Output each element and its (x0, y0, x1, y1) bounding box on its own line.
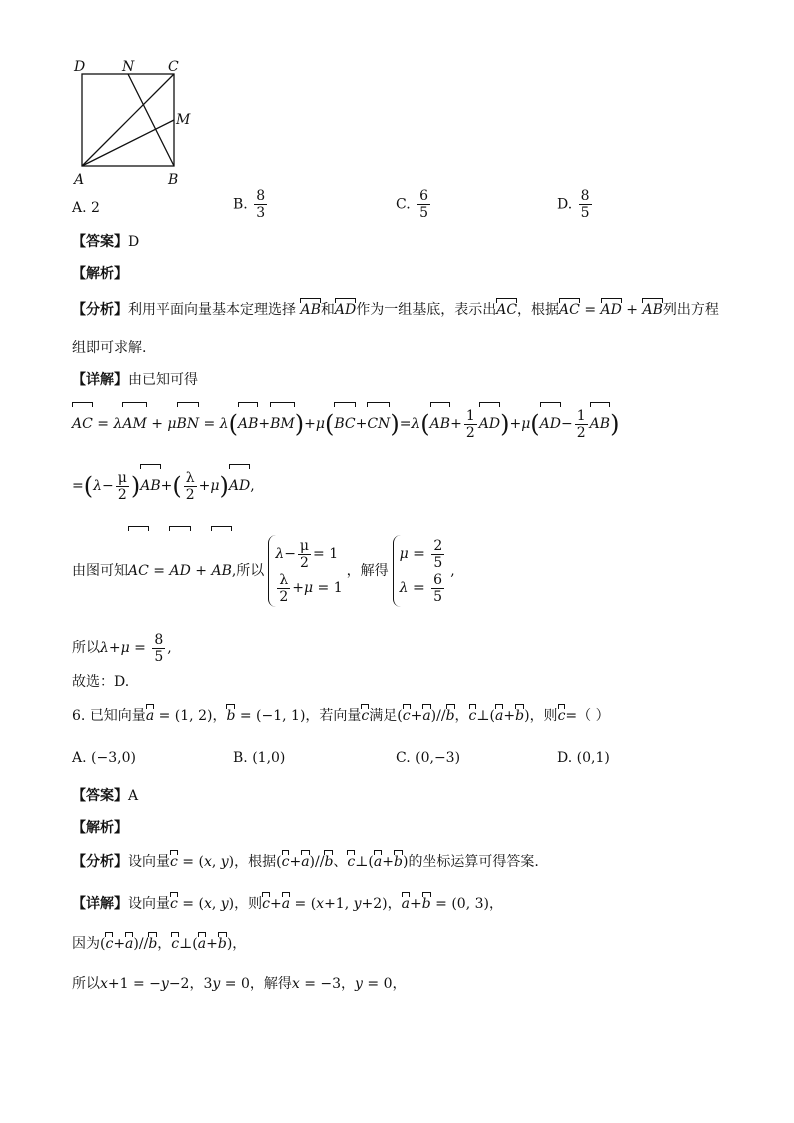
q5-analysis-heading: 【解析】 (72, 266, 128, 282)
label-c: C (168, 60, 179, 75)
q5-system: 由图可知AC = AD + AB,所以 λ− $\frac{\mu}{2}$ = 1 $\frac{\lambda}{2}$ +μ = 1 ，解得 μ = $\frac{2}{5}$ λ = $\frac{6}{5}$ , (72, 528, 455, 614)
q5-equation-1: AC = λAM + μBN = λ(AB+BM)+μ(BC+CN)=λ(AB+ $\frac{1}{2}$ AD)+μ(AD− $\frac{1}{2}$ AB) (72, 404, 619, 444)
q6-suoyi: 所以x+1 = −y−2，3y = 0，解得x = −3，y = 0， (72, 976, 407, 992)
q6-option-b: B. (1,0) (233, 750, 286, 766)
q5-fenxi: 【分析】利用平面向量基本定理选择 AB和AD作为一组基底，表示出AC，根据AC = AD + AB列出方程 (72, 302, 719, 318)
label-n: N (122, 60, 135, 75)
q6-stem: 6. 已知向量a = (1, 2)，b = (−1, 1)，若向量c满足(c+a)//b，c⊥(a+b)，则c=（ ） (72, 708, 610, 724)
q6-answer: 【答案】A (72, 788, 139, 804)
segment-ac (82, 74, 174, 166)
segment-bn (128, 74, 174, 166)
q5-option-c: C. $\frac{6}{5}$ (396, 188, 429, 221)
q6-option-a: A. (−3,0) (72, 750, 136, 766)
q5-option-d: D. $\frac{8}{5}$ (557, 188, 590, 221)
square-figure (66, 60, 196, 190)
label-a: A (74, 172, 85, 188)
label-d: D (74, 60, 86, 75)
q5-result: 所以λ+μ = $\frac{8}{5}$ , (72, 631, 172, 665)
q6-option-c: C. (0,−3) (396, 750, 461, 766)
q6-yinwei: 因为(c+a)//b，c⊥(a+b)， (72, 936, 247, 952)
q5-option-b: B. $\frac{8}{3}$ (233, 188, 266, 221)
q6-fenxi: 【分析】设向量c = (x, y)，根据(c+a)//b、c⊥(a+b)的坐标运算可得答案. (72, 854, 539, 870)
q5-equation-2: =(λ− $\frac{\mu}{2}$ )AB+( $\frac{\lambda}{2}$ +μ)AD, (72, 466, 255, 506)
q6-analysis-heading: 【解析】 (72, 820, 128, 836)
q5-answer: 【答案】D (72, 234, 140, 250)
q5-fenxi-cont: 组即可求解. (72, 340, 147, 356)
q5-option-a: A. 2 (72, 200, 100, 216)
segment-am (82, 120, 174, 166)
q5-xiangjie: 【详解】由已知可得 (72, 372, 198, 388)
label-m: M (176, 112, 191, 128)
q5-choice: 故选：D. (72, 674, 130, 690)
q6-xiangjie: 【详解】设向量c = (x, y)，则c+a = (x+1, y+2)，a+b = (0, 3)， (72, 896, 503, 912)
label-b: B (168, 172, 179, 188)
q6-option-d: D. (0,1) (557, 750, 610, 766)
